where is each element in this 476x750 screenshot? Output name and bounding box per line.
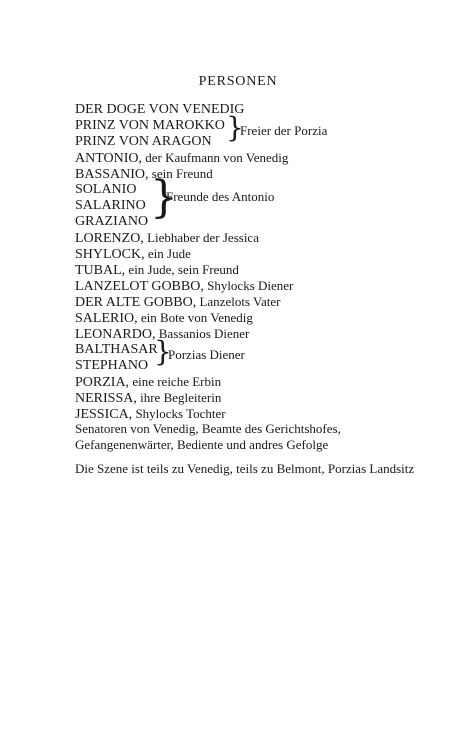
character-name: BALTHASAR	[75, 342, 158, 357]
character-name: SALARINO	[75, 198, 146, 213]
character-lorenzo	[75, 230, 259, 247]
character-name: STEPHANO	[75, 358, 149, 373]
character-description: Shylocks Diener	[203, 278, 294, 293]
character-stephano	[75, 358, 148, 374]
character-bassanio	[75, 166, 213, 183]
character-description: Lanzelots Vater	[196, 294, 281, 309]
character-name: NERISSA,	[75, 391, 137, 406]
character-description: der Kaufmann von Venedig	[142, 150, 289, 165]
character-gobbo	[75, 294, 280, 311]
setting-note: Die Szene ist teils zu Venedig, teils zu Belmont, Porzias Landsitz	[75, 461, 415, 476]
character-description: Bassanios Diener	[155, 326, 250, 341]
character-description: eine reiche Erbin	[129, 374, 222, 389]
character-description: Liebhaber der Jessica	[143, 230, 259, 245]
character-name: SALERIO,	[75, 311, 138, 326]
extras-text: Gefangenenwärter, Bediente und andres Gefolge	[75, 437, 329, 452]
character-name: GRAZIANO	[75, 214, 149, 229]
extras-line-1	[75, 421, 341, 438]
character-name: TUBAL,	[75, 263, 126, 278]
character-doge	[75, 102, 244, 118]
character-salerio	[75, 310, 253, 327]
brace-icon: }	[226, 111, 244, 144]
character-name: PORZIA,	[75, 375, 130, 390]
brace-icon: }	[154, 335, 172, 368]
character-description: ein Bote von Venedig	[137, 310, 253, 325]
character-name: DER ALTE GOBBO,	[75, 295, 197, 310]
character-shylock	[75, 246, 191, 263]
extras-line-2	[75, 437, 328, 454]
character-marokko	[75, 118, 225, 134]
page-title: PERSONEN	[198, 74, 278, 89]
character-name: PRINZ VON ARAGON	[75, 134, 212, 149]
character-nerissa	[75, 390, 221, 407]
character-description: Shylocks Tochter	[132, 406, 226, 421]
character-solanio	[75, 182, 136, 198]
character-description: ein Jude, sein Freund	[125, 262, 239, 277]
character-name: SOLANIO	[75, 182, 137, 197]
character-name: DER DOGE VON VENEDIG	[75, 102, 245, 117]
character-porzia	[75, 374, 221, 391]
character-name: ANTONIO,	[75, 151, 143, 166]
character-name: LEONARDO,	[75, 327, 156, 342]
character-salarino	[75, 198, 146, 214]
character-aragon	[75, 134, 212, 150]
character-name: LANZELOT GOBBO,	[75, 279, 204, 294]
character-name: BASSANIO,	[75, 167, 149, 182]
character-tubal	[75, 262, 239, 279]
group-label-suitors: Freier der Porzia	[240, 123, 328, 138]
character-antonio	[75, 150, 288, 167]
character-lanzelot	[75, 278, 293, 295]
brace-icon: }	[150, 172, 178, 223]
character-name: JESSICA,	[75, 407, 133, 422]
character-description: sein Freund	[148, 166, 213, 181]
character-graziano	[75, 214, 148, 230]
character-name: PRINZ VON MAROKKO	[75, 118, 225, 133]
character-name: SHYLOCK,	[75, 247, 145, 262]
extras-text: Senatoren von Venedig, Beamte des Gerichtshofes,	[75, 421, 341, 436]
character-description: ein Jude	[144, 246, 191, 261]
character-description: ihre Begleiterin	[136, 390, 222, 405]
group-label-servants: Porzias Diener	[168, 347, 245, 362]
character-balthasar	[75, 342, 158, 358]
group-label-friends: Freunde des Antonio	[166, 189, 275, 204]
character-name: LORENZO,	[75, 231, 144, 246]
